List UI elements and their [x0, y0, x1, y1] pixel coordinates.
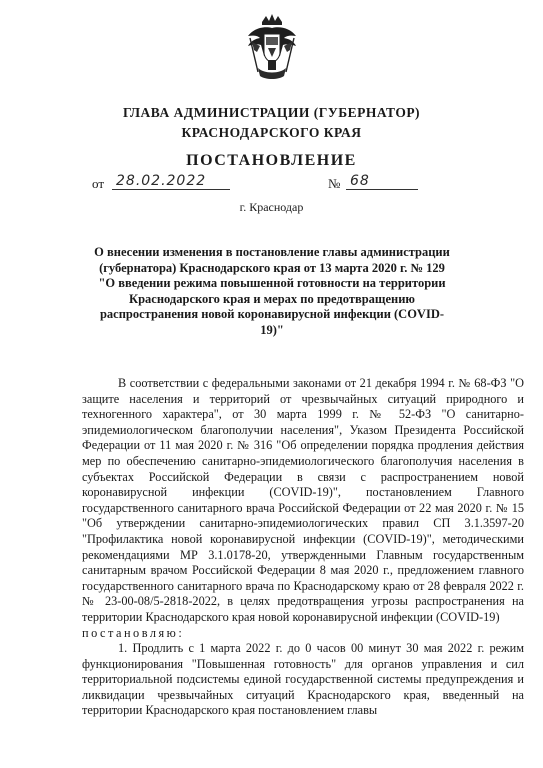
document-title: О внесении изменения в постановление главы администрации (губернатора) Краснодарского края от 13 марта 2020 г. № 129 "О введении режима повышенной готовности на территории Краснодарского края и мерах по предотвращению распространения новой коронавирусной инфекции (COVID-19)": [94, 245, 450, 337]
date-number-line: [92, 173, 432, 196]
decree-word: постановляю:: [82, 625, 185, 640]
issuing-authority: [0, 103, 543, 143]
city-name: г. Краснодар: [239, 200, 304, 214]
number-value: 68: [346, 173, 418, 190]
number-prefix: №: [328, 176, 341, 191]
document-type: ПОСТАНОВЛЕНИЕ: [186, 152, 357, 169]
authority-line-2: КРАСНОДАРСКОГО КРАЯ: [181, 125, 362, 140]
date-value: 28.02.2022: [112, 173, 230, 190]
clause-1-paragraph: 1. Продлить с 1 марта 2022 г. до 0 часов 00 минут 30 мая 2022 г. режим функционирования "Повышенная готовность" для органов управления и сил территориальной подсистемы единой государственной системы предупреждения и ликвидации чрезвычайных ситуаций Краснодарского края, введенный на территории Краснодарского края постановлением главы: [82, 641, 524, 718]
preamble-paragraph: В соответствии с федеральными законами от 21 декабря 1994 г. № 68-ФЗ "О защите населения и территорий от чрезвычайных ситуаций природного и техногенного характера", от 30 марта 1999 г. № 52-ФЗ "О санитарно-эпидемиологическом благополучии населения", Указом Президента Российской Федерации от 11 мая 2020 г. № 316 "Об определении порядка продления действия мер по обеспечению санитарно-эпидемиологического благополучия населения в субъектах Российской Федерации в связи с распространением новой коронавирусной инфекции (COVID-19)", постановлением Главного государственного санитарного врача Российской Федерации от 22 мая 2020 г. № 15 "Об утверждении санитарно-эпидемиологических правил СП 3.1.3597-20 "Профилактика новой коронавирусной инфекции (COVID-19)", методическими рекомендациями МР 3.1.0178-20, утвержденными Главным государственным санитарным врачом Российской Федерации 8 мая 2020 г., предложением главного государственного санитарного врача по Краснодарскому краю от 28 февраля 2022 г. № 23-00-08/5-2818-2022, в целях предотвращения угрозы распространения на территории Краснодарского края новой коронавирусной инфекции (COVID-19): [82, 376, 524, 624]
document-body: [82, 376, 524, 719]
coat-of-arms-emblem: [244, 12, 300, 84]
date-prefix: от: [92, 176, 105, 191]
authority-line-1: ГЛАВА АДМИНИСТРАЦИИ (ГУБЕРНАТОР): [122, 105, 421, 120]
